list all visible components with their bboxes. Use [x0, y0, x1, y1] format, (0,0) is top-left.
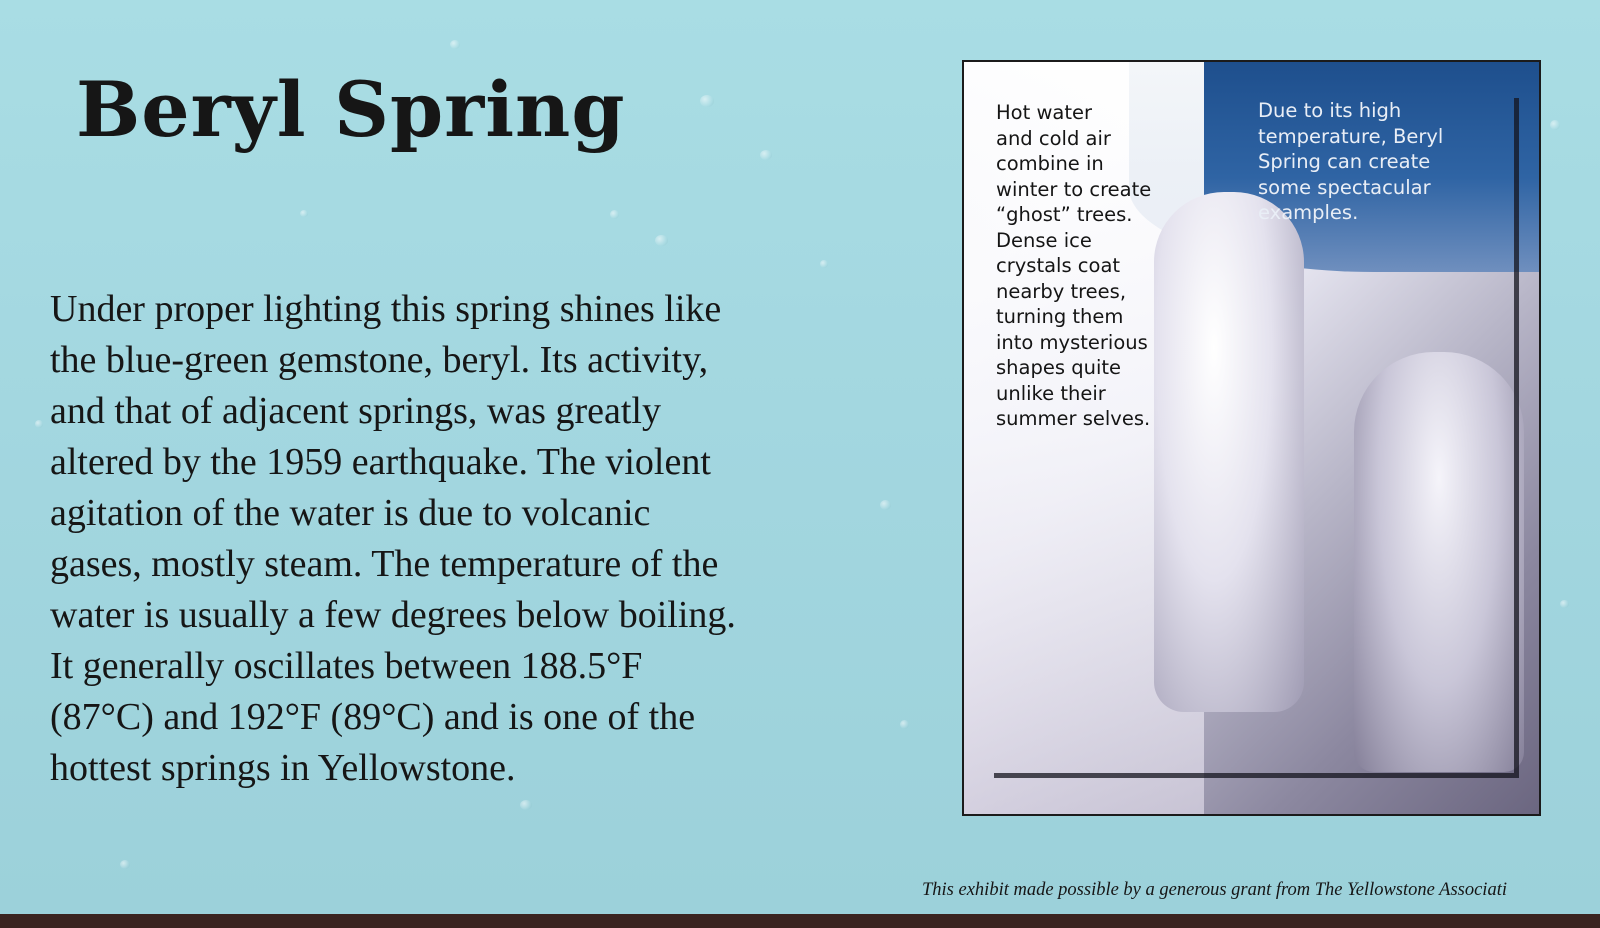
body-line: altered by the 1959 earthquake. The violent [50, 441, 711, 483]
caption-line: “ghost” trees. [996, 203, 1133, 226]
caption-line: turning them [996, 305, 1124, 328]
water-droplet [655, 235, 668, 246]
caption-line: Dense ice [996, 228, 1092, 252]
water-droplet [760, 150, 772, 160]
water-droplet [1560, 600, 1569, 608]
caption-line: into mysterious [996, 330, 1148, 354]
sponsor-credit: This exhibit made possible by a generous grant from The Yellowstone Associati [922, 880, 1507, 900]
water-droplet [880, 500, 891, 510]
water-droplet [35, 420, 43, 428]
body-line: the blue-green gemstone, beryl. Its activity, [50, 339, 709, 381]
caption-line: Hot water [996, 101, 1092, 124]
caption-line: some spectacular [1258, 175, 1431, 199]
caption-line: combine in [996, 152, 1104, 175]
water-droplet [520, 800, 532, 810]
water-droplet [900, 720, 909, 729]
body-line: (87°C) and 192°F (89°C) and is one of the [50, 696, 696, 738]
sign-base [0, 914, 1600, 928]
body-line: agitation of the water is due to volcanic [50, 492, 651, 534]
caption-line: and cold air [996, 126, 1111, 150]
water-droplet [700, 95, 714, 107]
caption-line: crystals coat [996, 254, 1121, 277]
caption-line: shapes quite [996, 356, 1121, 379]
caption-line: winter to create [996, 177, 1152, 201]
body-line: It generally oscillates between 188.5°F [50, 645, 643, 687]
body-line: Under proper lighting this spring shines like [50, 288, 722, 330]
ghost-trees-photo [962, 60, 1541, 816]
sign-title: Beryl Spring [76, 65, 626, 154]
caption-line: temperature, Beryl [1258, 124, 1444, 148]
body-line: gases, mostly steam. The temperature of the [50, 543, 719, 585]
caption-line: summer selves. [996, 407, 1151, 430]
water-droplet [820, 260, 828, 268]
photo-caption-left [996, 100, 1151, 432]
body-line: hottest springs in Yellowstone. [50, 747, 516, 789]
water-droplet [120, 860, 130, 869]
caption-line: Spring can create [1258, 150, 1431, 173]
water-droplet [610, 210, 619, 219]
body-line: water is usually a few degrees below boiling. [50, 594, 736, 636]
water-droplet [1550, 120, 1560, 130]
caption-line: examples. [1258, 201, 1359, 224]
caption-line: nearby trees, [996, 279, 1127, 303]
water-droplet [450, 40, 460, 49]
sign-body-text [50, 284, 840, 794]
photo-caption-right [1258, 98, 1443, 226]
caption-line: Due to its high [1258, 99, 1402, 122]
body-line: and that of adjacent springs, was greatly [50, 390, 661, 432]
water-droplet [300, 210, 308, 217]
caption-line: unlike their [996, 381, 1106, 405]
